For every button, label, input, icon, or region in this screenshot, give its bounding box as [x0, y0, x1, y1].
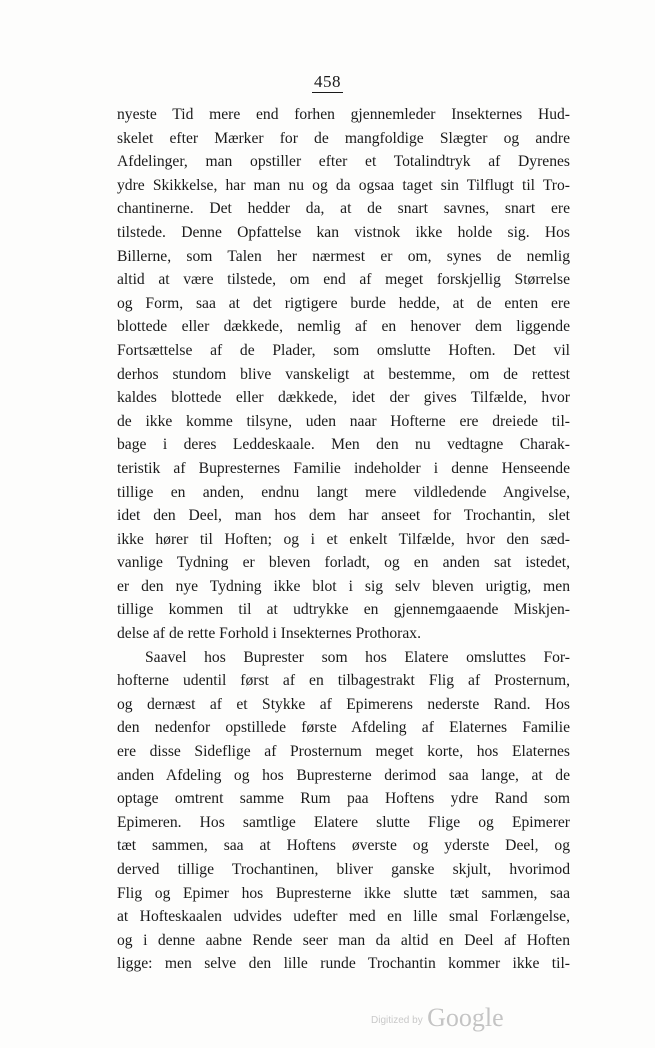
text-line: chantinerne. Det hedder da, at de snart savnes, snart ere	[117, 200, 570, 218]
text-line: nyeste Tid mere end forhen gjennemleder Insekternes Hud-	[117, 106, 570, 123]
text-line: de ikke komme tilsyne, uden naar Hofterne ere dreiede til-	[117, 412, 570, 430]
text-line: altid at være tilstede, om end af meget forskjellig Størrelse	[117, 271, 570, 289]
text-line: ydre Skikkelse, har man nu og da ogsaa taget sin Tilflugt til Tro-	[117, 176, 570, 194]
text-line: den nedenfor opstillede første Afdeling af Elaternes Familie	[117, 719, 570, 737]
text-line: anden Afdeling og hos Bupresterne derimod saa lange, at de	[117, 766, 570, 784]
text-line: tillige en anden, endnu langt mere vildledende Angivelse,	[117, 483, 570, 501]
text-line: er den nye Tydning ikke blot i sig selv bleven urigtig, men	[117, 577, 570, 595]
text-line: ere disse Sideflige af Prosternum meget korte, hos Elaternes	[117, 743, 570, 761]
text-line: tillige kommen til at udtrykke en gjennemgaaende Miskjen-	[117, 601, 570, 619]
watermark-prefix: Digitized by	[371, 1015, 423, 1026]
text-line: ligge: men selve den lille runde Trochantin kommer ikke til-	[117, 955, 570, 973]
text-line: og Form, saa at det rigtigere burde hedde, at de enten ere	[117, 294, 570, 312]
text-line: og i denne aabne Rende seer man da altid en Deel af Hoften	[117, 931, 570, 949]
paragraph-start-line: Saavel hos Buprester som hos Elatere omsluttes For-	[145, 648, 570, 666]
text-line: derved tillige Trochantinen, bliver ganske skjult, hvorimod	[117, 861, 570, 878]
body-text	[117, 103, 570, 976]
page-number-text: 458	[314, 72, 341, 91]
text-line: Epimeren. Hos samtlige Elatere slutte Flige og Epimerer	[117, 813, 570, 831]
text-line: ikke hører til Hoften; og i et enkelt Tilfælde, hvor den sæd-	[117, 530, 570, 548]
text-line: kaldes blottede eller dækkede, idet der gives Tilfælde, hvor	[117, 389, 570, 407]
page-number	[0, 72, 655, 92]
text-line: tæt sammen, saa at Hoftens øverste og yderste Deel, og	[117, 837, 570, 855]
text-line: Fortsættelse af de Plader, som omslutte Hoften. Det vil	[117, 341, 570, 359]
text-line: hofterne udentil først af en tilbagestrakt Flig af Prosternum,	[117, 672, 570, 690]
text-line: idet den Deel, man hos dem har anseet for Trochantin, slet	[117, 507, 570, 525]
digitized-watermark	[371, 1003, 504, 1033]
text-line: derhos stundom blive vanskeligt at bestemme, om de rettest	[117, 365, 570, 383]
text-line: at Hofteskaalen udvides udefter med en lille smal Forlængelse,	[117, 908, 570, 926]
text-line: teristik af Bupresternes Familie indeholder i denne Henseende	[117, 459, 570, 477]
text-line: tilstede. Denne Opfattelse kan vistnok ikke holde sig. Hos	[117, 223, 570, 241]
text-line: blottede eller dækkede, nemlig af en henover dem liggende	[117, 318, 570, 336]
text-line: Flig og Epimer hos Bupresterne ikke slutte tæt sammen, saa	[117, 884, 570, 902]
text-line: bage i deres Leddeskaale. Men den nu vedtagne Charak-	[117, 436, 570, 454]
text-line: vanlige Tydning er bleven forladt, og en anden sat istedet,	[117, 554, 570, 572]
text-line: optage omtrent samme Rum paa Hoftens ydre Rand som	[117, 790, 570, 808]
text-line: og dernæst af et Stykke af Epimerens nederste Rand. Hos	[117, 695, 570, 713]
text-line: Billerne, som Talen her nærmest er om, synes de nemlig	[117, 247, 570, 265]
text-line: delse af de rette Forhold i Insekternes Prothorax.	[117, 625, 421, 643]
watermark-brand: Google	[427, 1003, 504, 1032]
text-line: skelet efter Mærker for de mangfoldige Slægter og andre	[117, 129, 570, 147]
text-line: Afdelinger, man opstiller efter et Totalindtryk af Dyrenes	[117, 153, 570, 171]
